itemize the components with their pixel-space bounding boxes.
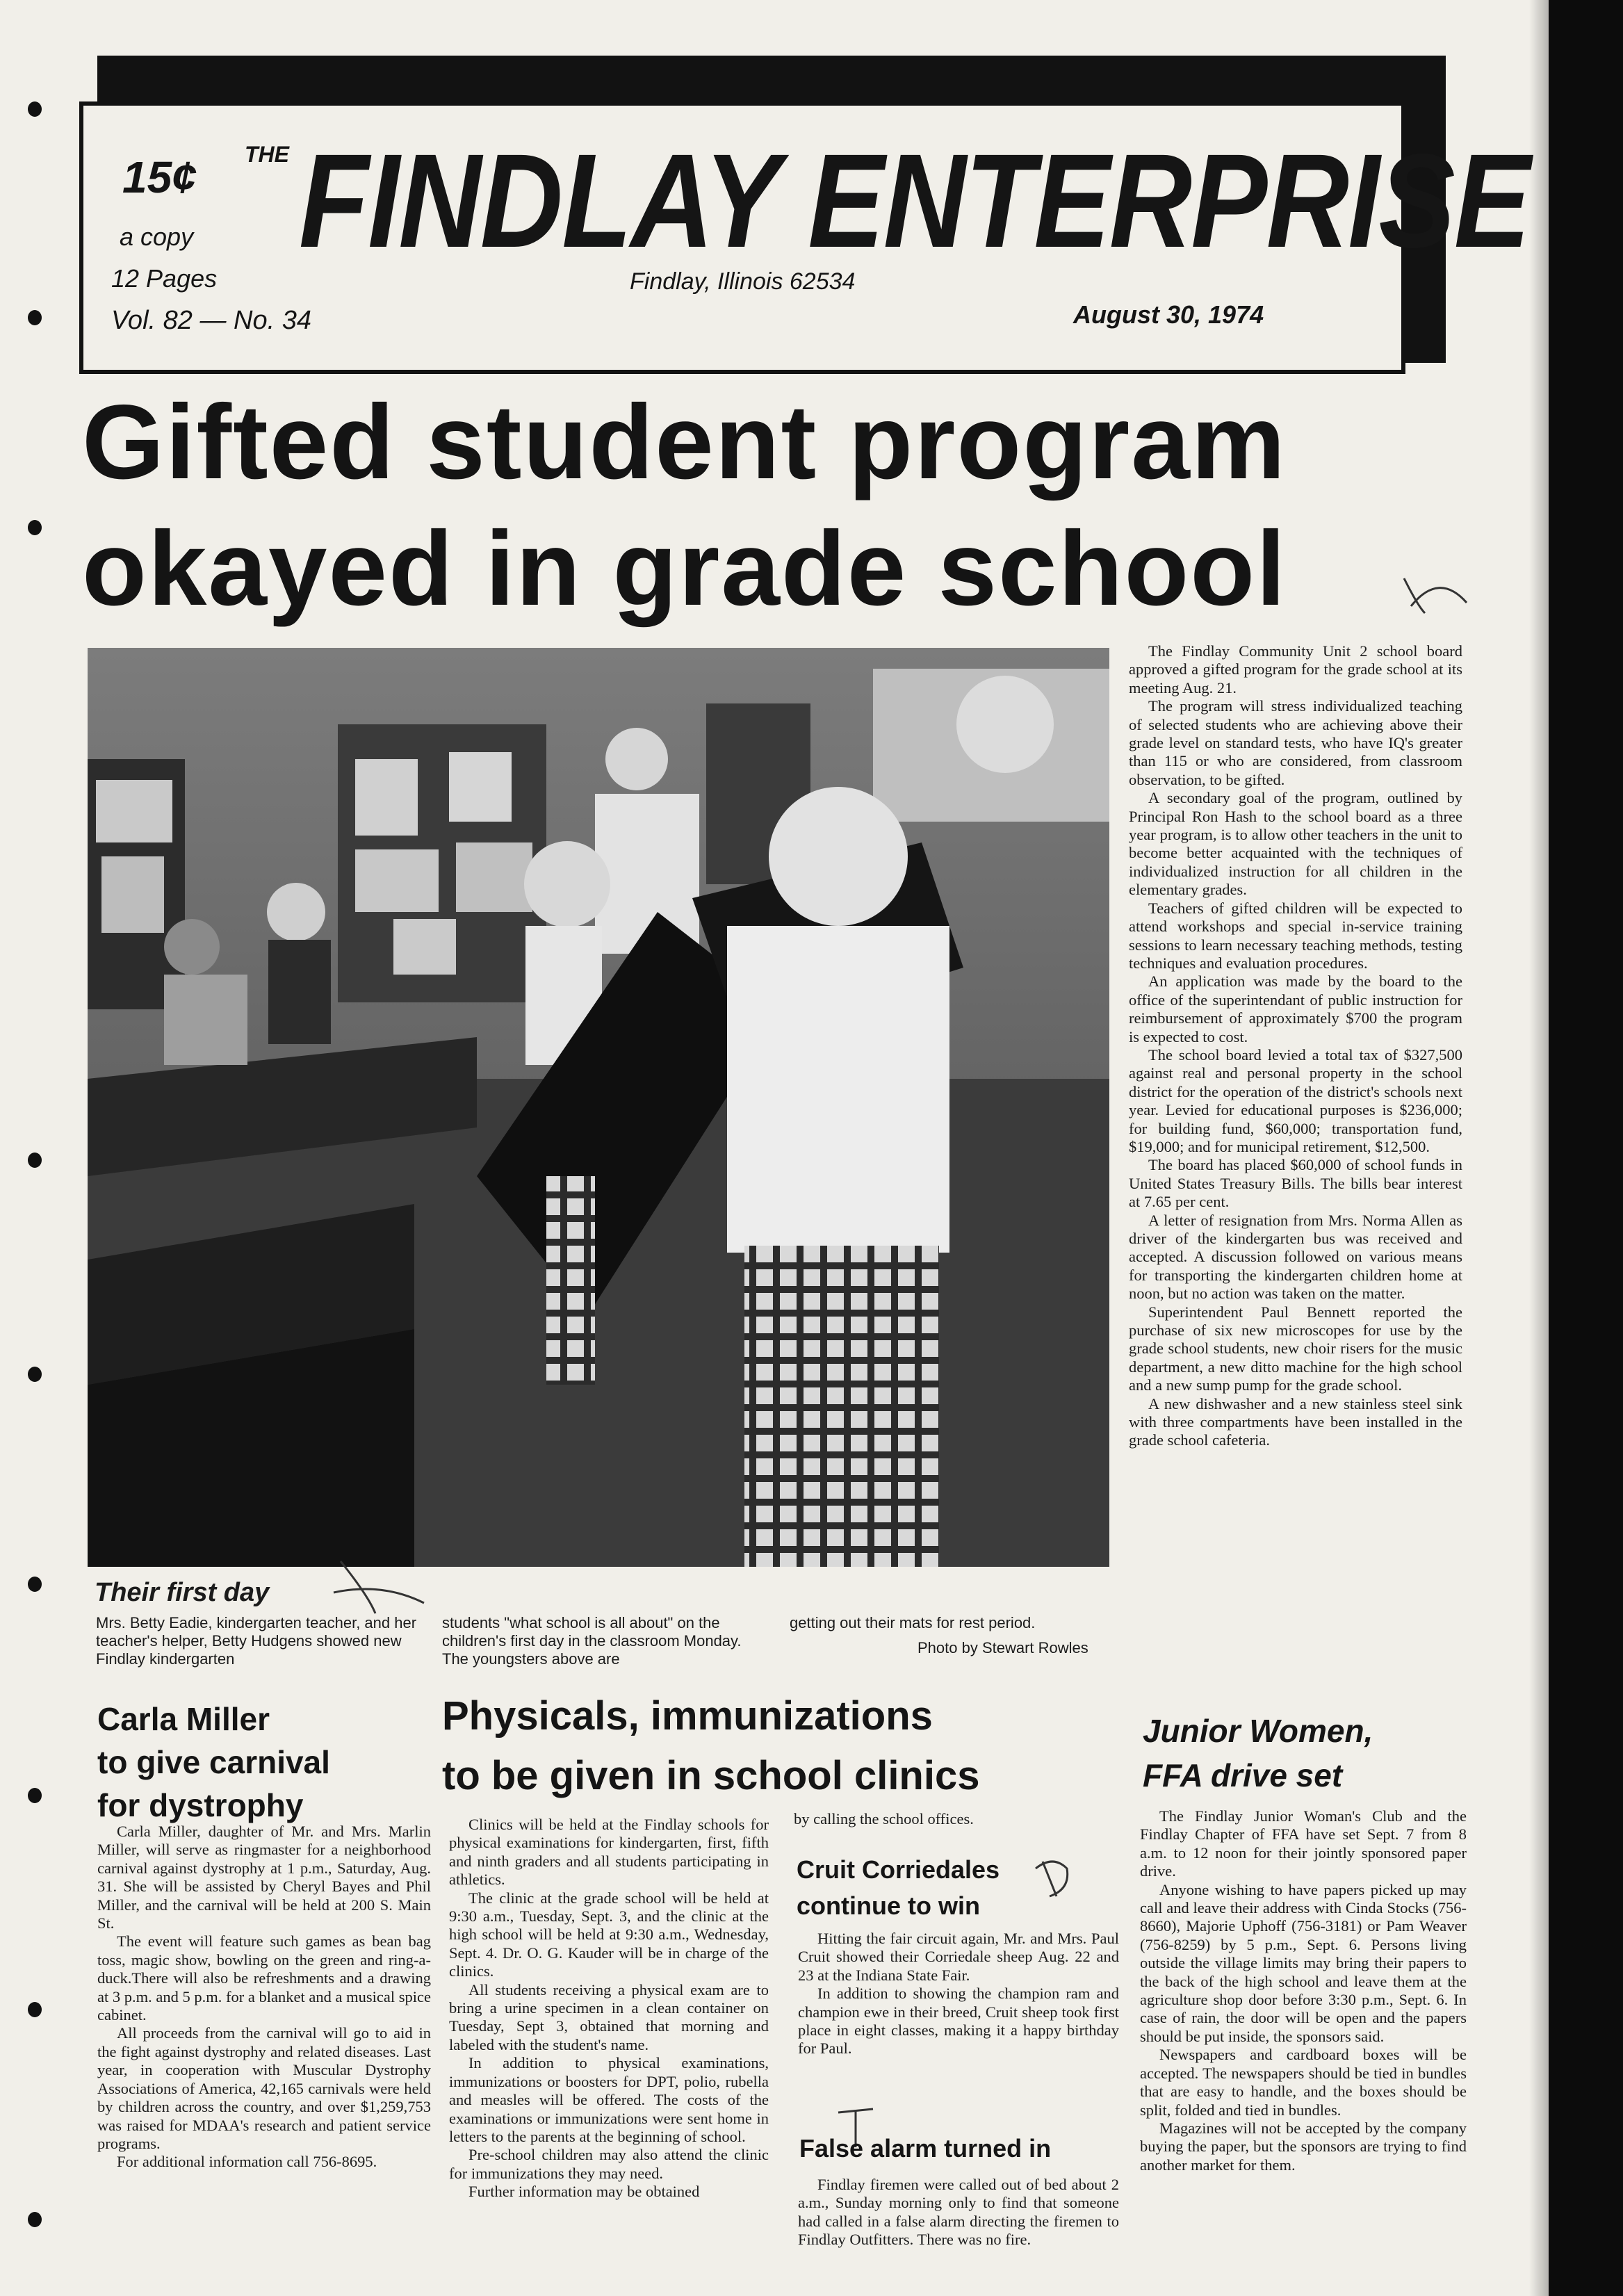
paragraph: A new dishwasher and a new stainless steel sink with three compartments have been installed in the grade school cafeteria. bbox=[1129, 1394, 1462, 1449]
binder-hole bbox=[28, 1788, 42, 1803]
paragraph: Teachers of gifted children will be expected to attend workshops and special in-service training sessions to learn necessary teaching methods, testing techniques and evaluation procedures. bbox=[1129, 899, 1462, 972]
physicals-story-continuation: by calling the school offices. bbox=[794, 1810, 974, 1827]
paragraph: The program will stress individualized teaching of selected students who are achieving above their grade level on standard tests, who have IQ's greater than 115 or who are considered, from classroom observation, to be gifted. bbox=[1129, 697, 1462, 788]
paragraph: In addition to physical examinations, immunizations or boosters for DPT, polio, rubella and measles will be offered. The costs of the examinations or immunizations were sent home in letters to the parents at the beginning of school. bbox=[449, 2054, 769, 2145]
masthead bbox=[79, 101, 1530, 374]
cruit-story-headline bbox=[797, 1852, 1000, 1924]
false-alarm-headline: False alarm turned in bbox=[799, 2134, 1052, 2163]
paragraph: Superintendent Paul Bennett reported the purchase of six new microscopes for use by the grade school students, new choir risers for the music department, a new ditto machine for the high school and a new sump pump for the grade school. bbox=[1129, 1303, 1462, 1394]
junior-story-body bbox=[1140, 1807, 1467, 2174]
headline-line: continue to win bbox=[797, 1891, 980, 1920]
paragraph: The clinic at the grade school will be held at 9:30 a.m., Tuesday, Sept. 3, and the clinic at the high school will be held at 9:30 a.m., Wednesday, Sept. 4. Dr. O. G. Kauder will be in charge of the clinics. bbox=[449, 1889, 769, 1980]
paragraph: An application was made by the board to the office of the superintendant of public instruction for reimbursement of approximately $700 the program is expected to cost. bbox=[1129, 972, 1462, 1045]
binder-hole bbox=[28, 310, 42, 325]
lead-story-body bbox=[1129, 642, 1462, 1450]
headline-line: to give carnival bbox=[97, 1744, 330, 1780]
main-headline-line1: Gifted student program bbox=[82, 383, 1287, 501]
binder-hole bbox=[28, 520, 42, 535]
headline-line: Physicals, immunizations bbox=[442, 1693, 933, 1739]
paragraph: Clinics will be held at the Findlay schools for physical examinations for kindergarten, first, fifth and ninth graders and all students participating in athletics. bbox=[449, 1816, 769, 1889]
masthead-volume: Vol. 82 — No. 34 bbox=[111, 306, 311, 335]
paragraph: Further information may be obtained bbox=[468, 2183, 700, 2201]
paragraph: The school board levied a total tax of $327,500 against real and personal property in the school district for the operation of the district's schools next year. Levied for educational purposes is $236,000; for building fund, $60,000; transportation fund, $19,000; and for municipal retirement, $12,500. bbox=[1129, 1045, 1462, 1155]
masthead-date: August 30, 1974 bbox=[1073, 300, 1264, 329]
paragraph: In addition to showing the champion ram and champion ewe in their breed, Cruit sheep took first place in eight classes, making it a happy birthday for Paul. bbox=[798, 1985, 1119, 2058]
headline-line: Cruit Corriedales bbox=[797, 1855, 1000, 1884]
paragraph: Findlay firemen were called out of bed about 2 a.m., Sunday morning only to find that someone had called in a false alarm directing the firemen to Findlay Outfitters. There was no fire. bbox=[798, 2176, 1119, 2249]
masthead-pages: 12 Pages bbox=[111, 264, 218, 293]
paragraph: Hitting the fair circuit again, Mr. and Mrs. Paul Cruit showed their Corriedale sheep Aug. 22 and 23 at the Indiana State Fair. bbox=[798, 1930, 1119, 1984]
paragraph: The event will feature such games as bean bag toss, magic show, bowling on the green and ring-a-duck.There will also be refreshments and a drawing at 3 p.m. and 5 p.m. for a blanket and a musical spice cabinet. bbox=[97, 1932, 431, 2024]
paragraph: The board has placed $60,000 of school funds in United States Treasury Bills. The bills bear interest at 7.65 per cent. bbox=[1129, 1156, 1462, 1211]
pen-mark-icon bbox=[1397, 564, 1474, 620]
pen-mark-icon bbox=[1029, 1855, 1077, 1903]
masthead-location: Findlay, Illinois 62534 bbox=[630, 268, 856, 295]
paragraph: A secondary goal of the program, outlined by Principal Ron Hash to the school board as a three year program, is to allow other teachers in the unit to become better acquainted with the techniques of individualized instruction for all children in the elementary grades. bbox=[1129, 789, 1462, 899]
binder-hole bbox=[28, 2212, 42, 2227]
masthead-price: 15¢ bbox=[122, 152, 197, 202]
photo-caption-text: getting out their mats for rest period. bbox=[790, 1614, 1036, 1631]
paragraph: For additional information call 756-8695. bbox=[117, 2153, 377, 2171]
carla-story-body bbox=[97, 1823, 431, 2172]
carla-story-headline bbox=[97, 1697, 330, 1827]
binder-hole bbox=[28, 1153, 42, 1168]
paragraph: A letter of resignation from Mrs. Norma Allen as driver of the kindergarten bus was received and accepted. A discussion followed on various means for transporting the kindergarten children home at noon, but no action was taken on the matter. bbox=[1129, 1211, 1462, 1303]
headline-line: to be given in school clinics bbox=[442, 1753, 980, 1798]
masthead-title: FINDLAY ENTERPRISE bbox=[299, 126, 1530, 275]
paragraph: Newspapers and cardboard boxes will be accepted. The newspapers should be tied in bundles that are easy to handle, and the boxes should be split, folded and tied in bundles. bbox=[1140, 2046, 1467, 2119]
headline-line: Carla Miller bbox=[97, 1701, 270, 1737]
binder-hole bbox=[28, 2002, 42, 2017]
binder-hole bbox=[28, 1367, 42, 1382]
pen-mark-icon bbox=[327, 1554, 431, 1617]
headline-line: Junior Women, bbox=[1143, 1713, 1373, 1749]
photo-caption-text: Mrs. Betty Eadie, kindergarten teacher, and her teacher's helper, Betty Hudgens showed new Findlay kindergarten bbox=[96, 1614, 417, 1668]
paragraph: The Findlay Junior Woman's Club and the Findlay Chapter of FFA have set Sept. 7 from 8 a.m. to 12 noon for their jointly sponsored paper drive. bbox=[1140, 1807, 1467, 1880]
page-edge bbox=[1549, 0, 1623, 2296]
paragraph: All students receiving a physical exam are to bring a urine specimen in a clean container on Tuesday, Sept 3, obtained that morning and labeled with the student's name. bbox=[449, 1980, 769, 2053]
physicals-story-headline bbox=[442, 1686, 979, 1806]
physicals-story-body bbox=[449, 1816, 769, 2201]
paragraph: Magazines will not be accepted by the company buying the paper, but the sponsors are trying to find another market for them. bbox=[1140, 2119, 1467, 2174]
masthead-a-copy: a copy bbox=[120, 222, 194, 251]
paragraph: The Findlay Community Unit 2 school board approved a gifted program for the grade school at its meeting Aug. 21. bbox=[1129, 642, 1462, 697]
masthead-the: THE bbox=[245, 142, 289, 167]
false-alarm-body bbox=[798, 2176, 1119, 2249]
binder-hole bbox=[28, 101, 42, 117]
photo-caption-title: Their first day bbox=[95, 1578, 270, 1607]
page-shadow bbox=[1529, 0, 1549, 2296]
paragraph: Pre-school children may also attend the clinic for immunizations they may need. bbox=[449, 2146, 769, 2182]
cruit-story-body bbox=[798, 1930, 1119, 2058]
headline-line: FFA drive set bbox=[1143, 1757, 1343, 1793]
classroom-photo bbox=[88, 648, 1109, 1567]
paragraph: Anyone wishing to have papers picked up may call and leave their address with Cinda Stocks (756-8660), Majorie Uphoff (756-3181) or Pam Weaver (756-8259) by 5 p.m., Sept. 6. Persons living outside the village limits may bring their papers to the back of the high school and leave them at the agriculture shop door before 3:30 p.m., Sept. 6. In case of rain, the door will be open and the papers should be put inside, the sponsors said. bbox=[1140, 1880, 1467, 2045]
photo-caption-text: students "what school is all about" on the children's first day in the classroom Monday. The youngsters above are bbox=[442, 1614, 742, 1668]
paragraph: All proceeds from the carnival will go to aid in the fight against dystrophy and related diseases. Last year, in cooperation with Muscular Dystrophy Associations of America, 42,165 carnivals were held by children across the country, and over $1,259,753 was raised for MDAA's research and patient service programs. bbox=[97, 2024, 431, 2152]
paragraph: Carla Miller, daughter of Mr. and Mrs. Marlin Miller, will serve as ringmaster for a neighborhood carnival against dystrophy at 1 p.m., Saturday, Aug. 31. She will be assisted by Cheryl Bayes and Phil Miller, and the carnival will be held at 200 S. Main St. bbox=[97, 1823, 431, 1932]
main-headline-line2: okayed in grade school bbox=[82, 510, 1287, 628]
photo-credit: Photo by Stewart Rowles bbox=[917, 1639, 1088, 1656]
junior-story-headline bbox=[1143, 1709, 1373, 1798]
binder-hole bbox=[28, 1577, 42, 1592]
headline-line: for dystrophy bbox=[97, 1787, 304, 1823]
